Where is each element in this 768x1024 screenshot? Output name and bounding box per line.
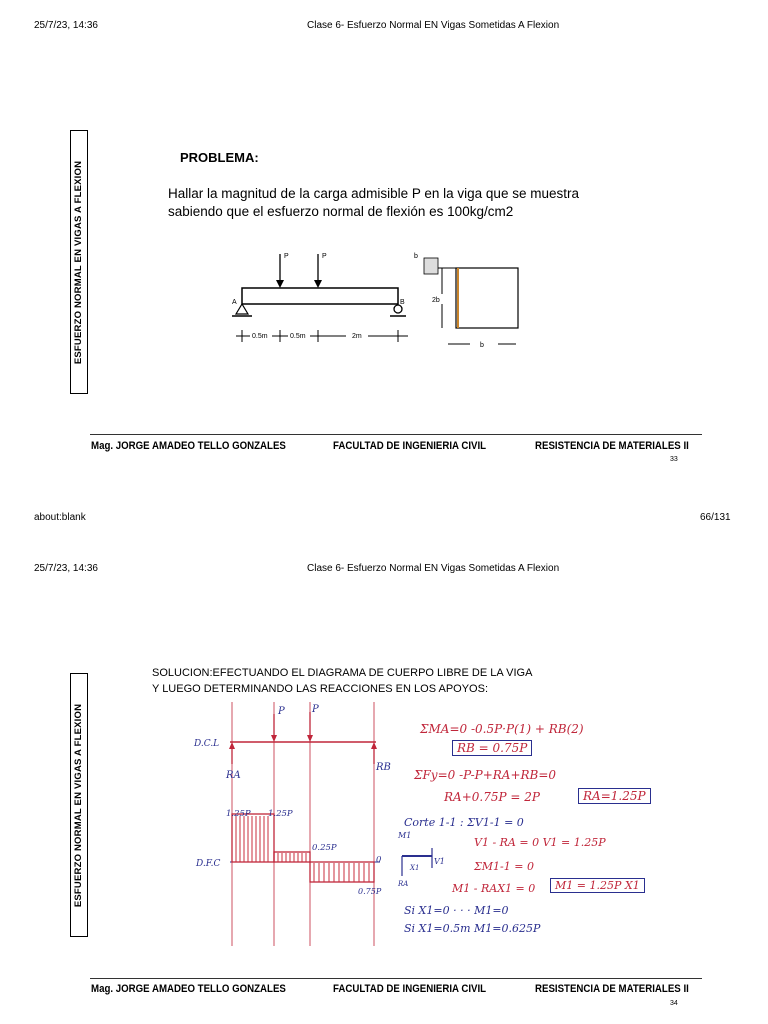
roller-support-b (394, 305, 402, 313)
svg-text:0.25P: 0.25P (312, 843, 337, 853)
footer-course: RESISTENCIA DE MATERIALES II (535, 983, 689, 995)
svg-text:RA: RA (226, 770, 241, 781)
equation-case-1: Si X1=0 · · · M1=0 (404, 904, 509, 917)
load-label-2: P (322, 253, 327, 260)
slide-page-number: 34 (670, 1000, 678, 1007)
equation-cut-shear: V1 - RA = 0 V1 = 1.25P (474, 836, 606, 849)
svg-text:D.F.C: D.F.C (196, 859, 221, 869)
svg-text:B: B (400, 299, 405, 306)
problem-statement-line2: sabiendo que el esfuerzo normal de flexión es 100kg/cm2 (168, 204, 514, 219)
beam-figure (226, 244, 526, 354)
svg-text:0.5m: 0.5m (252, 333, 268, 340)
equation-cut-label: Corte 1-1 : ΣV1-1 = 0 (404, 816, 524, 829)
equation-case-2: Si X1=0.5m M1=0.625P (404, 922, 541, 935)
cross-section (456, 268, 518, 328)
svg-text:RB: RB (376, 762, 391, 773)
print-doc-title: Clase 6- Esfuerzo Normal EN Vigas Sometidas A Flexion (307, 563, 560, 574)
svg-text:0.75P: 0.75P (358, 887, 382, 896)
svg-text:A: A (232, 299, 237, 306)
solution-heading-line2: Y LUEGO DETERMINANDO LAS REACCIONES EN LOS APOYOS: (152, 683, 488, 695)
svg-text:0: 0 (376, 855, 382, 865)
svg-text:P: P (278, 706, 285, 717)
cut-section-sketch (396, 828, 446, 890)
equation-ra-step: RA+0.75P = 2P (444, 790, 540, 804)
solution-heading-line1: SOLUCION:EFECTUANDO EL DIAGRAMA DE CUERPO LIBRE DE LA VIGA (152, 667, 533, 679)
equation-sum-moments: ΣMA=0 -0.5P·P(1) + RB(2) (420, 722, 584, 736)
footer-faculty: FACULTAD DE INGENIERIA CIVIL (333, 440, 487, 452)
equation-cut-moment-step: M1 - RAX1 = 0 (452, 882, 536, 895)
slide-side-label: ESFUERZO NORMAL EN VIGAS A FLEXION (70, 130, 88, 394)
footer-faculty: FACULTAD DE INGENIERIA CIVIL (333, 983, 487, 995)
beam-body (242, 288, 398, 304)
pin-support-a (236, 304, 248, 314)
svg-text:D.C.L: D.C.L (194, 739, 220, 749)
load-label-1: P (284, 253, 289, 260)
fbd-shear-diagram (190, 698, 410, 948)
equation-rb-result: RB = 0.75P (452, 740, 532, 756)
svg-text:X1: X1 (410, 864, 420, 872)
print-datetime: 25/7/23, 14:36 (34, 20, 98, 31)
svg-text:RA: RA (398, 880, 409, 888)
svg-text:b: b (414, 253, 418, 260)
problem-heading: PROBLEMA: (180, 150, 259, 165)
equation-m1-result: M1 = 1.25P X1 (550, 878, 645, 893)
svg-text:b: b (480, 342, 484, 349)
equation-cut-moment: ΣM1-1 = 0 (474, 860, 534, 873)
equation-sum-forces: ΣFy=0 -P-P+RA+RB=0 (414, 768, 557, 782)
slide-side-label: ESFUERZO NORMAL EN VIGAS A FLEXION (70, 673, 88, 937)
footer-author: Mag. JORGE AMADEO TELLO GONZALES (91, 440, 286, 452)
slide-page-number: 33 (670, 456, 678, 463)
footer-author: Mag. JORGE AMADEO TELLO GONZALES (91, 983, 286, 995)
print-doc-title: Clase 6- Esfuerzo Normal EN Vigas Sometidas A Flexion (307, 20, 560, 31)
svg-text:1.25P: 1.25P (226, 809, 251, 819)
print-page-counter: 66/131 (700, 512, 731, 523)
svg-text:1.25P: 1.25P (268, 809, 293, 819)
svg-text:V1: V1 (434, 857, 445, 866)
equation-ra-result: RA=1.25P (578, 788, 651, 804)
problem-statement-line1: Hallar la magnitud de la carga admisible P en la viga que se muestra (168, 186, 579, 201)
svg-text:2m: 2m (352, 333, 362, 340)
svg-text:M1: M1 (398, 831, 412, 840)
print-url: about:blank (34, 512, 86, 523)
svg-text:0.5m: 0.5m (290, 333, 306, 340)
svg-text:2b: 2b (432, 297, 440, 304)
footer-course: RESISTENCIA DE MATERIALES II (535, 440, 689, 452)
print-datetime: 25/7/23, 14:36 (34, 563, 98, 574)
svg-text:P: P (312, 704, 319, 715)
